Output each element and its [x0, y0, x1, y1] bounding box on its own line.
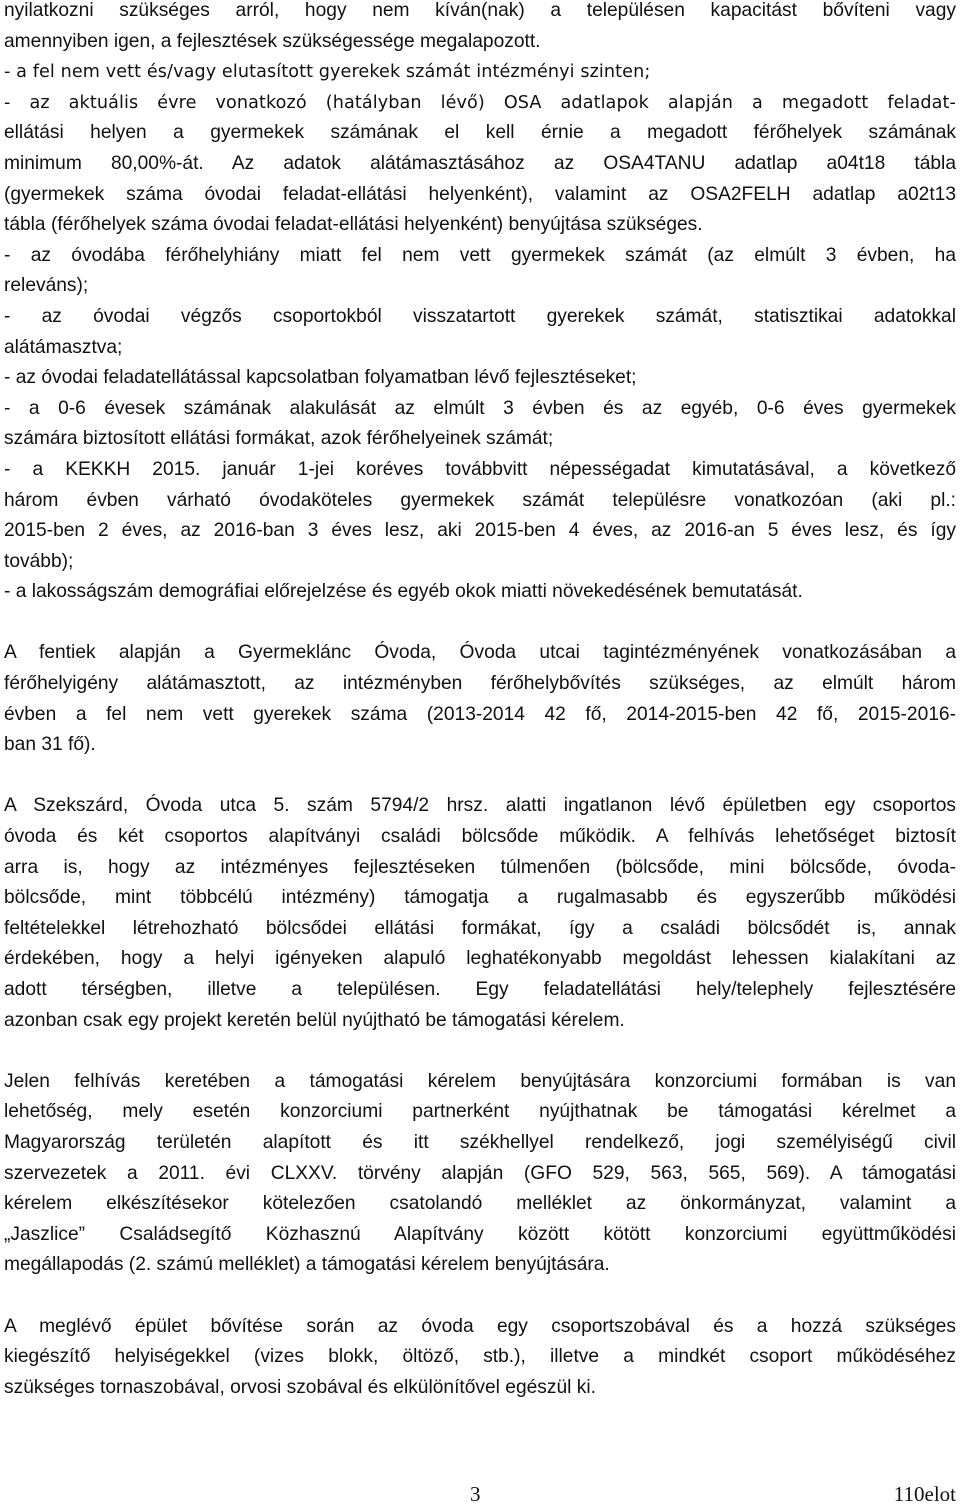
text-line: - a lakosságszám demográfiai előrejelzése és egyéb okok miatti növekedésének bemutatását. — [4, 581, 803, 603]
text-line: Magyarország területén alapított és itt székhellyel rendelkező, jogi személyiségű civil — [4, 1131, 956, 1153]
text-line: - a 0-6 évesek számának alakulását az elmúlt 3 évben és az egyéb, 0-6 éves gyermekek — [4, 397, 956, 419]
text-line: - az óvodai feladatellátással kapcsolatban folyamatban lévő fejlesztéseket; — [4, 367, 637, 389]
paragraph-gap — [4, 1036, 956, 1067]
text-line: ban 31 fő). — [4, 734, 96, 756]
text-line: Jelen felhívás keretében a támogatási kérelem benyújtására konzorciumi formában is van — [4, 1070, 956, 1092]
text-line: - az óvodai végzős csoportokból visszatartott gyerekek számát, statisztikai adatokkal — [4, 305, 956, 327]
text-line: releváns); — [4, 275, 89, 297]
text-line: lehetőség, mely esetén konzorciumi partnerként nyújthatnak be támogatási kérelmet a — [4, 1101, 956, 1123]
text-line: tovább); — [4, 550, 74, 572]
text-line: 2015-ben 2 éves, az 2016-ban 3 éves lesz, aki 2015-ben 4 éves, az 2016-an 5 éves lesz, és így — [4, 520, 956, 542]
document-code: 110elot — [893, 1482, 956, 1506]
text-line: feltételekkel létrehozható bölcsődei ellátási formákat, így a családi bölcsődét is, annak — [4, 917, 956, 939]
paragraph-gap — [4, 761, 956, 792]
text-line: alátámasztva; — [4, 336, 123, 358]
text-line: bölcsőde, mint többcélú intézmény) támogatja a rugalmasabb és egyszerűbb működési — [4, 887, 956, 909]
text-line: szükséges tornaszobával, orvosi szobával és elkülönítővel egészül ki. — [4, 1376, 596, 1398]
text-line: számára biztosított ellátási formákat, azok férőhelyeinek számát; — [4, 428, 554, 450]
text-line: arra is, hogy az intézményes fejlesztéseken túlmenően (bölcsőde, mini bölcsőde, óvoda- — [4, 856, 956, 878]
text-line: ellátási helyen a gyermekek számának el kell érnie a megadott férőhelyek számának — [4, 122, 956, 144]
text-line: (gyermekek száma óvodai feladat-ellátási helyenként), valamint az OSA2FELH adatlap a02t13 — [4, 183, 956, 205]
text-line: adott térségben, illetve a településen. Egy feladatellátási hely/telephely fejlesztésére — [4, 979, 956, 1000]
text-line: - a KEKKH 2015. január 1-jei koréves továbbvitt népességadat kimutatásával, a következő — [4, 458, 956, 480]
text-line: három évben várható óvodaköteles gyermekek számát településre vonatkozóan (aki pl.: — [4, 489, 956, 511]
text-line: szervezetek a 2011. évi CLXXV. törvény alapján (GFO 529, 563, 565, 569). A támogatási — [4, 1162, 956, 1184]
text-line: tábla (férőhelyek száma óvodai feladat-ellátási helyenként) benyújtása szükséges. — [4, 214, 703, 236]
paragraph-gap — [4, 608, 956, 639]
text-line: A fentiek alapján a Gyermeklánc Óvoda, Óvoda utcai tagintézményének vonatkozásában a — [4, 642, 956, 664]
text-line: kiegészítő helyiségekkel (vizes blokk, öltöző, stb.), illetve a mindkét csoport működéséhez — [4, 1346, 956, 1368]
text-line: „Jaszlice” Családsegítő Közhasznú Alapítvány között kötött konzorciumi együttműködési — [4, 1223, 956, 1245]
text-line: azonban csak egy projekt keretén belül nyújtható be támogatási kérelem. — [4, 1009, 625, 1031]
text-line: nyilatkozni szükséges arról, hogy nem kíván(nak) a településen kapacitást bővíteni vagy — [4, 0, 956, 21]
text-line: - a fel nem vett és/vagy elutasított gyerekek számát intézményi szinten; — [4, 62, 651, 83]
text-line: érdekében, hogy a helyi igényeken alapuló leghatékonyabb megoldást lehessen kialakítani az — [4, 948, 956, 970]
text-line: megállapodás (2. számú melléklet) a támogatási kérelem benyújtására. — [4, 1254, 610, 1276]
document-body — [4, 0, 956, 1403]
page-footer — [0, 1482, 960, 1510]
text-line: óvoda és két csoportos alapítványi családi bölcsőde működik. A felhívás lehetőséget biztosít — [4, 826, 956, 848]
text-line: - az óvodába férőhelyhiány miatt fel nem vett gyermekek számát (az elmúlt 3 évben, ha — [4, 244, 956, 266]
text-line: A meglévő épület bővítése során az óvoda egy csoportszobával és a hozzá szükséges — [4, 1315, 956, 1337]
text-line: amennyiben igen, a fejlesztések szükségessége megalapozott. — [4, 30, 541, 52]
text-line: A Szekszárd, Óvoda utca 5. szám 5794/2 hrsz. alatti ingatlanon lévő épületben egy csoportos — [4, 795, 956, 817]
page-number: 3 — [470, 1482, 481, 1506]
text-line: férőhelyigény alátámasztott, az intézményben férőhelybővítés szükséges, az elmúlt három — [4, 673, 956, 695]
text-line: kérelem elkészítésekor kötelezően csatolandó melléklet az önkormányzat, valamint a — [4, 1193, 956, 1215]
text-line: évben a fel nem vett gyerekek száma (2013-2014 42 fő, 2014-2015-ben 42 fő, 2015-2016- — [4, 703, 956, 725]
paragraph-gap — [4, 1281, 956, 1312]
text-line: - az aktuális évre vonatkozó (hatályban lévő) OSA adatlapok alapján a megadott feladat- — [4, 92, 956, 113]
text-line: minimum 80,00%-át. Az adatok alátámasztásához az OSA4TANU adatlap a04t18 tábla — [4, 152, 956, 174]
